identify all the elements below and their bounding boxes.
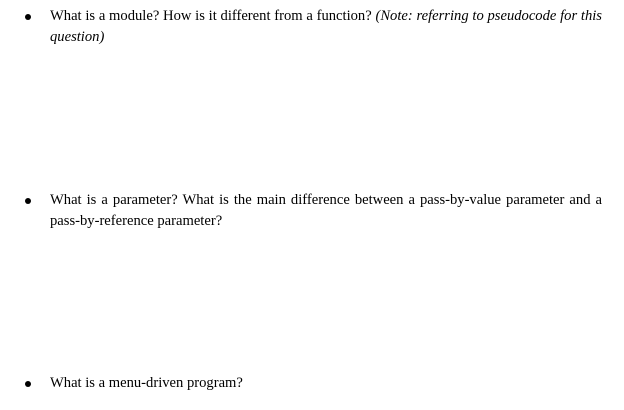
question-item-module <box>50 6 602 48</box>
bullet-icon <box>25 198 31 204</box>
question-item-parameter <box>50 190 602 232</box>
question-text: What is a module? How is it different from a function? <box>50 8 376 24</box>
bullet-icon <box>25 381 31 387</box>
bullet-icon <box>25 14 31 20</box>
question-text: What is a parameter? What is the main difference between a pass-by-value parameter and a pass-by-reference parameter? <box>50 192 602 229</box>
question-text: What is a menu-driven program? <box>50 375 243 391</box>
question-item-menu-driven <box>50 373 602 394</box>
question-note: (Note: referring to pseudocode for this question) <box>50 8 602 45</box>
